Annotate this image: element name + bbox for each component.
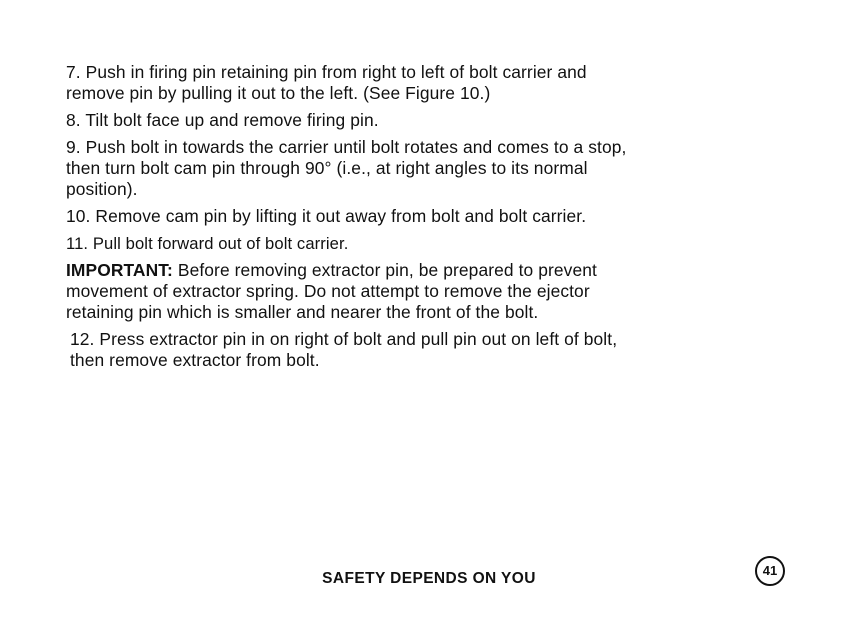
step-7 <box>66 62 786 104</box>
step-11-line-1: 11. Pull bolt forward out of bolt carrier. <box>66 234 349 253</box>
important-line-2: movement of extractor spring. Do not attempt to remove the ejector <box>66 281 590 301</box>
step-9-line-3: position). <box>66 179 138 199</box>
step-9-line-2: then turn bolt cam pin through 90° (i.e., at right angles to its normal <box>66 158 588 178</box>
important-label: IMPORTANT: <box>66 260 173 280</box>
step-8-line-1: 8. Tilt bolt face up and remove firing pin. <box>66 110 379 130</box>
important-note <box>66 260 786 323</box>
step-7-line-1: 7. Push in firing pin retaining pin from right to left of bolt carrier and <box>66 62 587 82</box>
step-9 <box>66 137 786 200</box>
step-12-line-2: then remove extractor from bolt. <box>70 350 320 370</box>
step-12-line-1: 12. Press extractor pin in on right of bolt and pull pin out on left of bolt, <box>70 329 618 349</box>
step-12 <box>70 329 786 371</box>
step-9-line-1: 9. Push bolt in towards the carrier until bolt rotates and comes to a stop, <box>66 137 627 157</box>
step-10 <box>66 206 786 227</box>
instruction-content <box>66 62 786 377</box>
page-footer <box>0 570 846 588</box>
footer-slogan: SAFETY DEPENDS ON YOU <box>322 570 536 587</box>
step-7-line-2: remove pin by pulling it out to the left. (See Figure 10.) <box>66 83 491 103</box>
step-11 <box>66 233 786 254</box>
important-line-3: retaining pin which is smaller and nearer the front of the bolt. <box>66 302 539 322</box>
important-first-line-text: Before removing extractor pin, be prepared to prevent <box>172 260 597 280</box>
page-number-badge: 41 <box>755 556 785 586</box>
important-line-1 <box>66 260 786 281</box>
step-8 <box>66 110 786 131</box>
step-10-line-1: 10. Remove cam pin by lifting it out away from bolt and bolt carrier. <box>66 206 587 226</box>
